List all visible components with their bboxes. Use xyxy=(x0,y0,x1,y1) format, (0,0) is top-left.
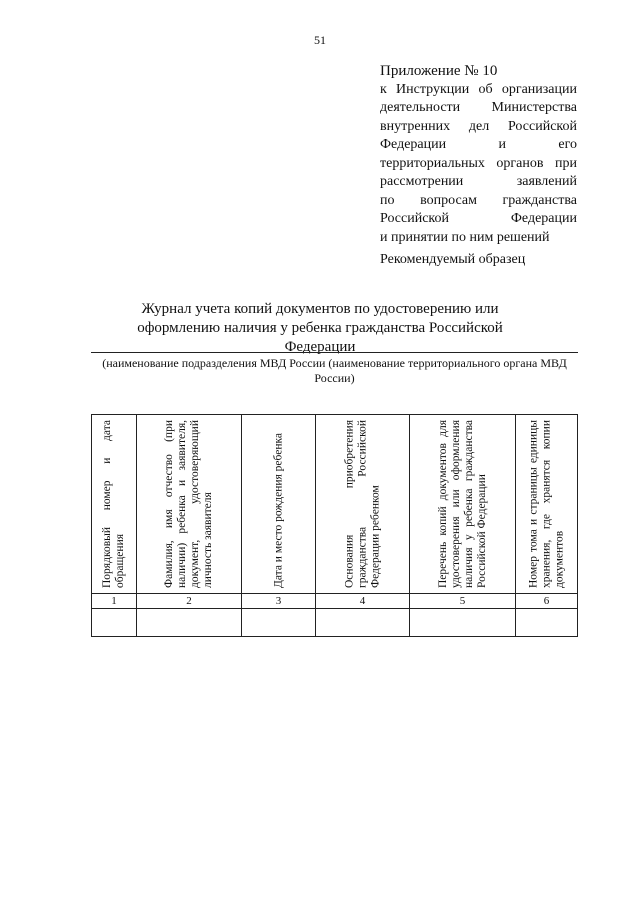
subdivision-caption: (наименование подразделения МВД России (наименование территориального органа МВД России) xyxy=(102,356,567,385)
header-cell xyxy=(242,415,316,594)
journal-title: Журнал учета копий документов по удостоверению или оформлению наличия у ребенка гражданства Российской Федерации xyxy=(137,301,503,355)
table-row xyxy=(92,609,578,637)
appendix-line: деятельности Министерства xyxy=(380,100,577,115)
header-text: Номер тома и страницы единицы хранения, где хранятся копии документов xyxy=(527,420,565,588)
header-cell xyxy=(316,415,410,594)
appendix-title: Приложение № 10 xyxy=(380,63,498,79)
appendix-line: рассмотрении заявлений xyxy=(380,174,577,189)
appendix-line: и принятии по ним решений xyxy=(380,229,550,245)
header-cell xyxy=(137,415,242,594)
table-cell xyxy=(316,609,410,637)
column-number-row xyxy=(92,594,578,609)
table-cell xyxy=(516,609,578,637)
header-text: Основания приобретения гражданства Российской Федерации ребенком xyxy=(343,420,381,588)
appendix-line: внутренних дел Российской xyxy=(380,118,577,134)
appendix-line: территориальных органов при xyxy=(380,155,577,171)
column-number: 1 xyxy=(92,594,137,609)
header-cell xyxy=(410,415,516,594)
table-cell xyxy=(410,609,516,637)
column-number: 6 xyxy=(516,594,578,609)
header-cell xyxy=(516,415,578,594)
appendix-line: по вопросам гражданства xyxy=(380,192,577,208)
appendix-line: к Инструкции об организации xyxy=(380,81,577,97)
appendix-line: Федерации и его xyxy=(380,137,577,152)
header-text: Перечень копий документов для удостоверения или оформления наличия у ребенка гражданства Российской Федерации xyxy=(436,420,488,588)
column-number: 3 xyxy=(242,594,316,609)
header-text: Фамилия, имя отчество (при наличии) ребенка и заявителя, документ, удостоверяющий личность заявителя xyxy=(163,420,214,588)
column-number: 2 xyxy=(137,594,242,609)
table-header-row xyxy=(92,415,578,594)
header-cell xyxy=(92,415,137,594)
header-text: Порядковый номер и дата обращения xyxy=(101,420,126,588)
table-cell xyxy=(92,609,137,637)
column-number: 4 xyxy=(316,594,410,609)
page-number: 51 xyxy=(314,33,326,47)
recommended-sample-label: Рекомендуемый образец xyxy=(380,252,526,267)
appendix-line: Российской Федерации xyxy=(380,211,577,226)
journal-table xyxy=(91,414,578,637)
subdivision-fill-line xyxy=(91,352,578,353)
table-cell xyxy=(137,609,242,637)
column-number: 5 xyxy=(410,594,516,609)
header-text: Дата и место рождения ребенка xyxy=(272,432,284,588)
appendix-block xyxy=(380,62,577,247)
table-cell xyxy=(242,609,316,637)
